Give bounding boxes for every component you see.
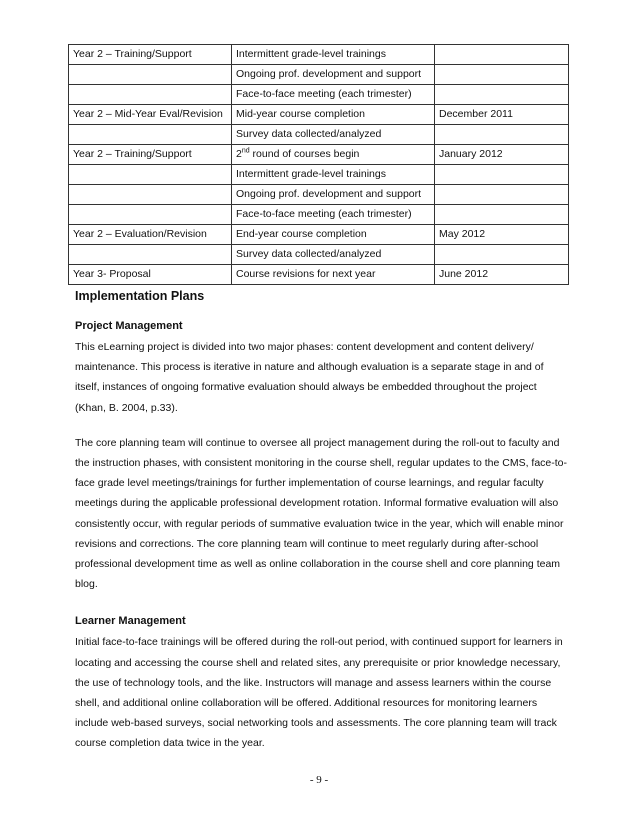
text-line: the use of technology tools, and the like. Instructors will manage and assess learners within the course <box>75 676 552 689</box>
section-heading: Implementation Plans <box>75 289 205 303</box>
table-row <box>69 225 569 245</box>
date-cell: January 2012 <box>435 145 569 165</box>
table-row <box>69 145 569 165</box>
learner-management-paragraph <box>75 632 575 753</box>
table-row <box>69 205 569 225</box>
implementation-section <box>75 288 575 754</box>
activity-cell: Survey data collected/analyzed <box>232 125 435 145</box>
text-line: face grade level meetings/trainings for further implementation of course learnings, and regular faculty <box>75 477 544 490</box>
text-line: itself, instances of ongoing formative evaluation should always be embedded throughout the project <box>75 381 537 394</box>
date-cell <box>435 85 569 105</box>
text-line: Initial face-to-face trainings will be offered during the roll-out period, with continued support for learners in <box>75 636 563 649</box>
date-cell <box>435 185 569 205</box>
phase-cell <box>69 205 232 225</box>
date-cell <box>435 245 569 265</box>
text-line: shell, and additional online collaboration will be offered. Additional resources for monitoring learners <box>75 697 538 710</box>
table-row <box>69 265 569 285</box>
ordinal-suffix: nd <box>241 147 250 155</box>
text-line: revisions and corrections. The core planning team will continue to meet regularly during after-school <box>75 537 539 550</box>
table-row <box>69 125 569 145</box>
learner-management-heading: Learner Management <box>75 615 186 628</box>
activity-cell: Intermittent grade-level trainings <box>232 45 435 65</box>
activity-cell <box>232 145 435 165</box>
date-cell <box>435 65 569 85</box>
activity-cell: Survey data collected/analyzed <box>232 245 435 265</box>
ordinal-number: 2 <box>236 148 242 160</box>
project-management-paragraph-1 <box>75 337 575 418</box>
text-line: blog. <box>75 578 98 591</box>
activity-cell: Course revisions for next year <box>232 265 435 285</box>
text-line: professional development time as well as online collaboration in the course shell and core planning team <box>75 558 561 571</box>
table-row <box>69 85 569 105</box>
activity-text: round of courses begin <box>249 148 360 160</box>
table-row <box>69 245 569 265</box>
activity-cell: Face-to-face meeting (each trimester) <box>232 205 435 225</box>
activity-cell: Ongoing prof. development and support <box>232 185 435 205</box>
date-cell: June 2012 <box>435 265 569 285</box>
phase-cell: Year 3- Proposal <box>69 265 232 285</box>
activity-cell: Ongoing prof. development and support <box>232 65 435 85</box>
table-row <box>69 185 569 205</box>
phase-cell <box>69 125 232 145</box>
activity-cell: Intermittent grade-level trainings <box>232 165 435 185</box>
phase-cell: Year 2 – Training/Support <box>69 145 232 165</box>
page-number: - 9 - <box>309 774 329 786</box>
text-line: meetings during the applicable professional development rotation. Informal formative evaluation will also <box>75 497 559 510</box>
phase-cell <box>69 245 232 265</box>
activity-cell: Face-to-face meeting (each trimester) <box>232 85 435 105</box>
activity-cell: Mid-year course completion <box>232 105 435 125</box>
timeline-table-body <box>69 45 569 285</box>
timeline-table <box>68 44 569 285</box>
table-row <box>69 165 569 185</box>
text-line: include web-based surveys, social networking tools and assessments. The core planning team will track <box>75 717 557 730</box>
phase-cell <box>69 165 232 185</box>
text-line: locating and accessing the course shell and related sites, any prerequisite or prior knowledge necessary, <box>75 656 561 669</box>
phase-cell: Year 2 – Training/Support <box>69 45 232 65</box>
table-row <box>69 105 569 125</box>
text-line: consistently occur, with regular periods of summative evaluation twice in the year, which will enable minor <box>75 517 564 530</box>
text-line: maintenance. This process is iterative in nature and although evaluation is a separate stage in and of <box>75 361 544 374</box>
phase-cell <box>69 65 232 85</box>
date-cell: May 2012 <box>435 225 569 245</box>
text-line: The core planning team will continue to oversee all project management during the roll-out to faculty and <box>75 436 560 449</box>
text-line: (Khan, B. 2004, p.33). <box>75 401 178 414</box>
text-line: course completion data twice in the year. <box>75 737 265 750</box>
project-management-heading: Project Management <box>75 320 183 332</box>
project-management-paragraph-2 <box>75 433 575 595</box>
phase-cell: Year 2 – Mid-Year Eval/Revision <box>69 105 232 125</box>
date-cell <box>435 45 569 65</box>
phase-cell <box>69 185 232 205</box>
activity-cell: End-year course completion <box>232 225 435 245</box>
table-row <box>69 45 569 65</box>
date-cell <box>435 205 569 225</box>
text-line: the instruction phases, with consistent monitoring in the course shell, regular updates to the CMS, face-to- <box>75 457 568 470</box>
date-cell <box>435 165 569 185</box>
phase-cell <box>69 85 232 105</box>
date-cell: December 2011 <box>435 105 569 125</box>
table-row <box>69 65 569 85</box>
text-line: This eLearning project is divided into two major phases: content development and content delivery/ <box>75 341 534 353</box>
date-cell <box>435 125 569 145</box>
phase-cell: Year 2 – Evaluation/Revision <box>69 225 232 245</box>
